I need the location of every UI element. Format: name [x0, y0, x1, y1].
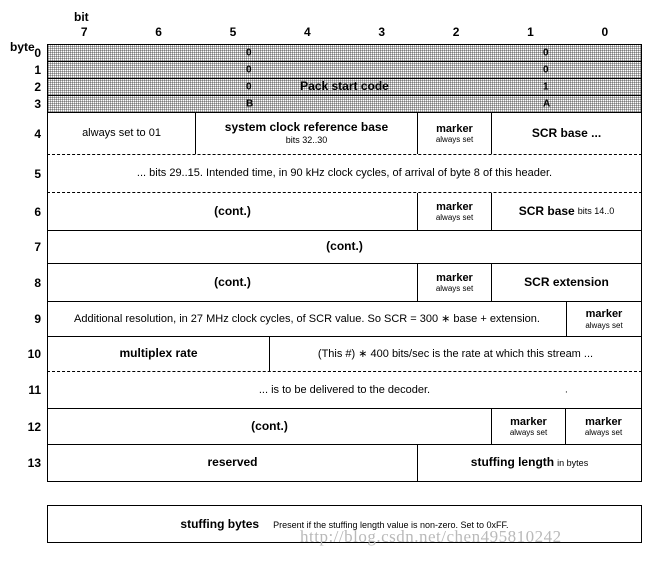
marker-sublabel: always set [435, 213, 474, 223]
stuffing-bytes-content [180, 517, 508, 531]
byte-3-content [48, 96, 641, 112]
scr-base-continuation-label: SCR base ... [531, 125, 602, 140]
bit-number-5: 5 [229, 25, 237, 39]
system-clock-reference-base-cell [196, 113, 418, 154]
watermark-text: http://blog.csdn.net/chen495810242 [300, 527, 562, 546]
marker-cell-byte-9 [567, 302, 641, 336]
row-label-byte-4: 4 [34, 126, 41, 141]
row-label-byte-7: 7 [34, 240, 41, 254]
table-row-byte-11 [28, 372, 642, 408]
scr-base-description: ... bits 29..15. Intended time, in 90 kHz clock cycles, of arrival of byte 8 of this header. [136, 167, 553, 180]
table-row-byte-0 [34, 44, 642, 61]
byte-6-cont-cell: (cont.) [48, 193, 418, 230]
byte-3-bit-value-left: B [246, 98, 254, 110]
bit-number-7: 7 [80, 25, 88, 39]
row-label-byte-0: 0 [34, 46, 41, 60]
row-label-byte-8: 8 [34, 275, 41, 290]
marker-label: marker [436, 122, 473, 135]
scr-extension-description: Additional resolution, in 27 MHz clock cycles, of SCR value. So SCR = 300 ∗ base + extension. [48, 302, 567, 336]
table-row-byte-9 [34, 301, 642, 336]
row-label-byte-13: 13 [27, 456, 41, 470]
multiplex-rate-continuation: ... is to be delivered to the decoder. [258, 383, 431, 396]
stuffing-length-cell [418, 445, 641, 481]
table-row-byte-6 [34, 192, 642, 230]
row-label-byte-10: 10 [27, 347, 41, 361]
table-row-byte-5 [34, 154, 642, 192]
table-row-byte-8 [34, 263, 642, 301]
byte-12-cont-cell: (cont.) [48, 409, 492, 444]
byte-1-content [48, 62, 641, 78]
byte-rows [27, 44, 642, 482]
scr-base-bits-14-0-cell [492, 193, 641, 230]
byte-axis-label: byte [10, 40, 35, 54]
stuffing-bytes-note: Present if the stuffing length value is non-zero. Set to 0xFF. [273, 520, 509, 530]
multiplex-rate-description: (This #) ∗ 400 bits/sec is the rate at which this stream ... [317, 347, 594, 360]
scr-extension-label: SCR extension [524, 274, 609, 289]
always-set-to-01-cell: always set to 01 [48, 113, 196, 154]
bit-number-0: 0 [601, 25, 609, 39]
marker-cell-byte-4 [418, 113, 492, 154]
marker-cell-byte-6 [418, 193, 492, 230]
scr-base-bits-range: bits 32..30 [285, 135, 328, 146]
scr-base-bits-sublabel: bits 14..0 [577, 206, 615, 217]
row-label-byte-3: 3 [34, 97, 41, 111]
row-label-byte-1: 1 [34, 63, 41, 77]
table-row-byte-3 [34, 95, 642, 112]
scr-base-title: system clock reference base [224, 120, 389, 135]
byte-3-bit-value-right: A [543, 98, 551, 110]
marker-cell-byte-12-a [492, 409, 566, 444]
table-row-byte-2 [34, 78, 642, 95]
bit-number-1: 1 [527, 25, 534, 39]
scr-base-label: SCR base [518, 203, 575, 218]
table-row-byte-10 [27, 336, 642, 372]
byte-1-bit-value-left: 0 [246, 64, 252, 76]
bit-number-6: 6 [155, 25, 162, 39]
byte-1-bit-value-right: 0 [543, 64, 549, 76]
row-label-byte-6: 6 [34, 204, 41, 219]
marker-cell-byte-12-b [566, 409, 641, 444]
stuffing-bytes-box [47, 505, 642, 543]
marker-sublabel: always set [585, 320, 623, 330]
marker-cell-byte-8 [418, 264, 492, 301]
byte-2-bit-value-left: 0 [246, 81, 252, 93]
byte-0-bit-value-left: 0 [246, 47, 252, 59]
reserved-label: reserved [48, 445, 418, 481]
bit-axis-label: bit [74, 10, 89, 24]
marker-label: marker [585, 415, 622, 428]
byte-8-cont-cell: (cont.) [48, 264, 418, 301]
marker-label: marker [436, 271, 473, 284]
byte-0-content [48, 45, 641, 61]
multiplex-rate-label: multiplex rate [48, 337, 270, 371]
stuffing-length-unit: in bytes [557, 457, 589, 468]
byte-11-dot-marker: . [565, 384, 568, 396]
table-row-byte-7 [34, 230, 642, 263]
bit-number-2: 2 [452, 25, 460, 39]
byte-0-bit-value-right: 0 [543, 47, 549, 59]
bit-number-4: 4 [303, 25, 311, 39]
row-label-byte-11: 11 [28, 383, 41, 397]
row-label-byte-2: 2 [34, 80, 41, 94]
byte-2-bit-value-right: 1 [543, 81, 549, 93]
marker-sublabel: always set [584, 428, 623, 438]
table-row-byte-4 [34, 112, 642, 154]
byte-7-cont-cell: (cont.) [326, 239, 363, 254]
table-row-byte-12 [27, 408, 642, 444]
marker-sublabel: always set [435, 284, 474, 294]
stuffing-length-label: stuffing length [470, 455, 555, 470]
marker-sublabel: always set [509, 428, 548, 438]
marker-label: marker [436, 200, 473, 213]
bit-number-header [47, 25, 642, 41]
row-label-byte-5: 5 [34, 166, 41, 181]
table-row-byte-1 [34, 61, 642, 78]
stuffing-bytes-label: stuffing bytes [180, 517, 260, 531]
marker-sublabel: always set [435, 135, 474, 145]
table-row-byte-13 [27, 444, 642, 482]
row-label-byte-12: 12 [27, 419, 41, 434]
bit-number-3: 3 [378, 25, 386, 39]
pack-start-code-label: Pack start code [300, 79, 389, 94]
row-label-byte-9: 9 [34, 312, 41, 326]
marker-label: marker [510, 415, 547, 428]
marker-label: marker [585, 308, 623, 321]
